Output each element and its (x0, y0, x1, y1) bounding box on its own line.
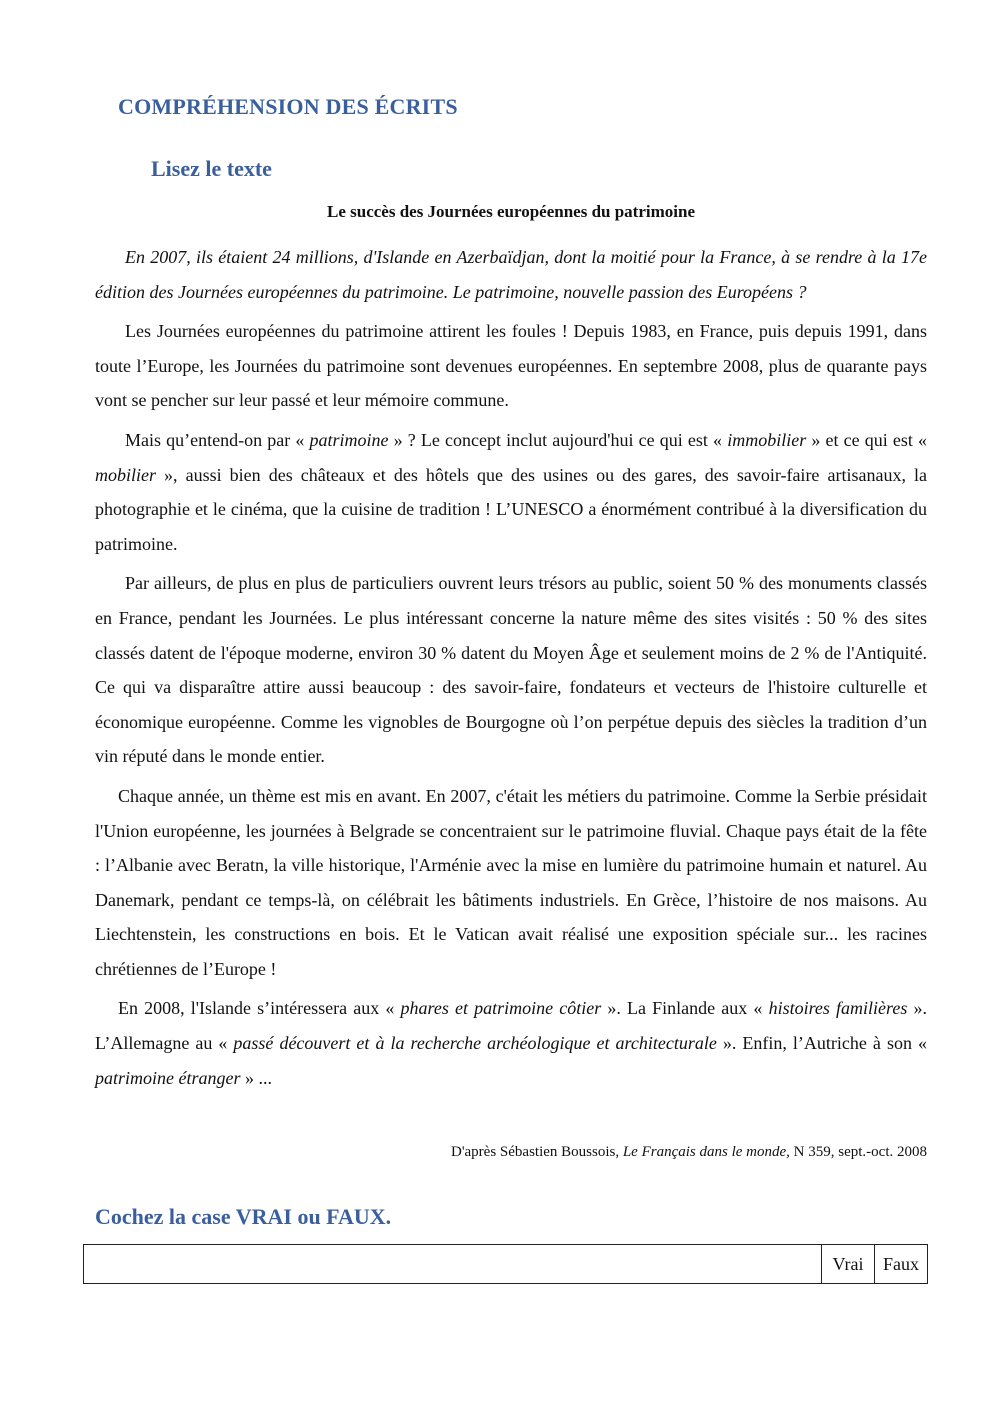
vrai-header: Vrai (822, 1245, 875, 1284)
read-instruction: Lisez le texte (151, 156, 272, 181)
paragraph-1: Les Journées européennes du patrimoine attirent les foules ! Depuis 1983, en France, puis depuis 1991, dans toute l’Europe, les Journées du patrimoine sont devenues européennes. En septembre 2008, plus de quarante pays vont se pencher sur leur passé et leur mémoire commune. (95, 321, 927, 411)
faux-header: Faux (875, 1245, 928, 1284)
paragraph-2-text-4: », aussi bien des châteaux et des hôtels que des usines ou des gares, des savoir-faire artisanaux, la photographie et le cinéma, que la cuisine de tradition ! L’UNESCO a énormément contribué à la diversification du patrimoine. (95, 464, 927, 554)
source-prefix: D'après Sébastien Boussois, (450, 1144, 623, 1160)
paragraph-2-italic-3: mobilier (95, 464, 156, 485)
paragraph-3: Par ailleurs, de plus en plus de particuliers ouvrent leurs trésors au public, soient 50 % des monuments classés en France, pendant les Journées. Le plus intéressant concerne la nature même des sites visités : 50 % des sites classés datent de l'époque moderne, environ 30 % datent du Moyen Âge et seulement moins de 2 % de l'Antiquité. Ce qui va disparaître attire aussi beaucoup : des savoir-faire, fondateurs et vecteurs de l'histoire culturelle et économique européenne. Comme les vignobles de Bourgogne où l’on perpétue depuis des siècles la tradition d’un vin réputé dans le monde entier. (95, 573, 927, 767)
source-publication: Le Français dans le monde, (622, 1144, 790, 1160)
paragraph-2-italic-2: immobilier (727, 429, 807, 450)
paragraph-2-text-2: » ? Le concept inclut aujourd'hui ce qui est « (388, 429, 728, 450)
paragraph-4: Chaque année, un thème est mis en avant. En 2007, c'était les métiers du patrimoine. Comme la Serbie présidait l'Union européenne, les journées à Belgrade se concentraient sur le patrimoine fluvial. Chaque pays était de la fête : l’Albanie avec Beratn, la ville historique, l'Arménie avec la mise en lumière du patrimoine humain et naturel. Au Danemark, pendant ce temps-là, on célébrait les bâtiments industriels. En Grèce, l’histoire de nos maisons. Au Liechtenstein, les constructions en bois. Et le Vatican avait réalisé une exposition spéciale sur... les racines chrétiennes de l’Europe ! (95, 785, 927, 979)
paragraph-2-text-3: » et ce qui est « (806, 429, 928, 450)
paragraph-2-text-1: Mais qu’entend-on par « (125, 429, 310, 450)
paragraph-2 (95, 423, 927, 561)
exercise-instruction: Cochez la case VRAI ou FAUX. (95, 1204, 392, 1229)
paragraph-5-italic-4: patrimoine étranger (95, 1067, 241, 1088)
statement-cell (84, 1245, 822, 1284)
section-title: COMPRÉHENSION DES ÉCRITS (118, 94, 458, 119)
source-suffix: N 359, sept.-oct. 2008 (789, 1144, 927, 1160)
paragraph-5-italic-3: passé découvert et à la recherche archéologique et architecturale (233, 1033, 717, 1054)
paragraph-5-text-4: ». Enfin, l’Autriche à son « (716, 1033, 927, 1054)
article-title: Le succès des Journées européennes du patrimoine (326, 202, 695, 221)
paragraph-5-text-2: ». La Finlande aux « (601, 998, 769, 1019)
article-source (95, 1144, 927, 1161)
paragraph-5-italic-2: histoires familières (768, 998, 908, 1019)
paragraph-5-text-3: ». L’Allemagne au « (95, 998, 928, 1054)
paragraph-5-text-1: En 2008, l'Islande s’intéressera aux « (118, 998, 401, 1019)
paragraph-5-text-5: » ... (240, 1067, 272, 1088)
paragraph-5 (95, 991, 927, 1095)
article-body (95, 240, 927, 1100)
true-false-table (83, 1244, 928, 1284)
paragraph-2-italic-1: patrimoine (309, 429, 389, 450)
paragraph-5-italic-1: phares et patrimoine côtier (400, 998, 602, 1019)
article-lead: En 2007, ils étaient 24 millions, d'Islande en Azerbaïdjan, dont la moitié pour la France, à se rendre à la 17e édition des Journées européennes du patrimoine. Le patrimoine, nouvelle passion des Européens ? (95, 247, 927, 302)
table-header-row (84, 1245, 928, 1284)
